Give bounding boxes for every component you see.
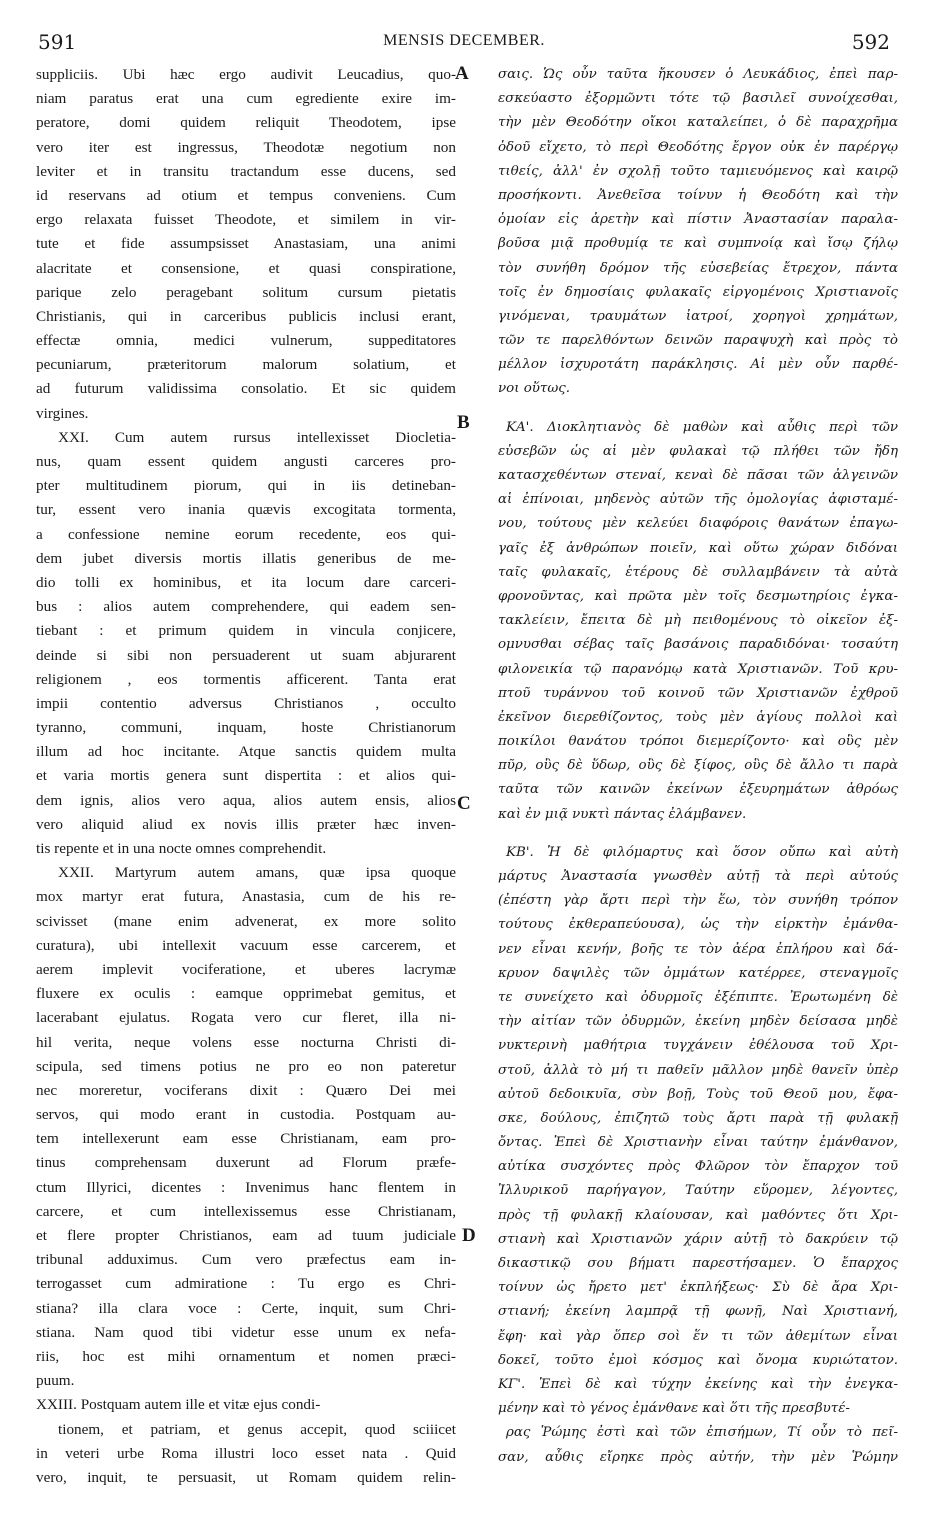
latin-text-line: terrogasset cum admiratione : Tu ergo es Chri-: [36, 1275, 456, 1293]
greek-text-line: τούτους ἐκθεραπεύουσα), ὡς τὴν εἱρκτὴν ἐμάνθα-: [498, 917, 898, 933]
latin-text-line: nec moreretur, vociferans dixit : Quæro Dei mei: [36, 1081, 456, 1099]
greek-text-line: εσκεύαστο ἐξορμῶντι τότε τῷ βασιλεῖ συνοίχεσθαι,: [498, 91, 898, 107]
latin-text-line: suppliciis. Ubi hæc ergo audivit Leucadius, quo-: [36, 66, 456, 83]
greek-text-line: αὐτοῦ δεδοικυῖα, σὺν βοῇ, Τοὺς τοῦ Θεοῦ μου, ἔφα-: [498, 1086, 898, 1102]
latin-text-line: vero iter est ingressus, Theodotæ negotium non: [36, 138, 456, 156]
latin-text-line: tis repente et in una nocte omnes comprehendit.: [36, 840, 327, 857]
latin-text-line: a confessione nemine eorum recedente, eos qui-: [36, 525, 456, 543]
latin-text-line: tinus comprehensam duxerunt ad Florum præfe-: [36, 1154, 456, 1172]
latin-text-line: nus, quam essent quidem angusti carceres pro-: [36, 453, 456, 470]
latin-text-line: hil verita, neque volens esse nocturna Christi di-: [36, 1033, 456, 1051]
greek-text-line: κατασχεθέντων στεναί, κεναὶ δὲ πᾶσαι τῶν ἀλγεινῶν: [498, 468, 898, 483]
latin-text-line: alacritate et consensione, et quasi conspiratione,: [36, 259, 456, 277]
greek-text-line: ρας Ῥώμης ἐστὶ καὶ τῶν ἐπισήμων, Τί οὖν τὸ πεῖ-: [506, 1425, 898, 1441]
greek-text-line: αἱ ἐπίνοιαι, μηδενὸς αὐτῶν τῆς ὁμολογίας ἀφισταμέ-: [498, 492, 898, 508]
latin-text-line: XXII. Martyrum autem amans, quæ ipsa quoque: [58, 864, 456, 882]
running-header: [38, 30, 890, 58]
greek-text-line: καὶ ἐν μιᾷ νυκτὶ πάντας ἐλάμβανεν.: [498, 806, 747, 822]
greek-text-line: στιανὴ καὶ Χριστιανῶν χάριν αὐτῇ τὸ δακρύειν τῷ: [498, 1231, 898, 1247]
greek-text-line: ἔφη· καὶ γὰρ ὅπερ σοὶ ἕν τι τῶν ἀθεμίτων εἶναι: [498, 1328, 898, 1344]
latin-text-line: tur, essent vero inania quævis excogitata tormenta,: [36, 501, 456, 519]
latin-text-line: stiana. Nam quod tibi videtur esse unum ex nefa-: [36, 1323, 456, 1341]
running-title: MENSIS DECEMBER.: [383, 32, 545, 49]
greek-text-line: στιανή; ἐκείνη λαμπρᾷ τῇ φωνῇ, Ναὶ Χριστιανή,: [498, 1304, 898, 1320]
latin-text-line: dem jubet diversis mortis illatis generibus de me-: [36, 549, 456, 567]
greek-text-line: τῶν τε παρελθόντων δεινῶν παραψυχὴ καὶ πρὸς τὸ: [498, 333, 898, 349]
greek-text-line: τιθείς, ἀλλ' ἐν σχολῇ τοῦτο ταμιευόμενος καὶ καιρῷ: [498, 163, 898, 179]
greek-text-line: πῦρ, οὓς δὲ ὕδωρ, οὓς δὲ ξίφος, οὓς δὲ ἄλλο τι παρὰ: [498, 758, 898, 774]
greek-text-line: τὴν αἰτίαν τῶν ὀδυρμῶν, ἐκείνη μηδὲν δείσασα μηδὲ: [498, 1014, 898, 1030]
latin-text-line: puum.: [36, 1372, 75, 1390]
greek-text-line: δοκεῖ, τοῦτο ἐμοὶ κόσμος καὶ ὄνομα κυριώτατον.: [498, 1352, 898, 1368]
page-number-right: 592: [851, 30, 890, 54]
greek-text-line: τακλείειν, ἔπειτα δὲ μὴ πειθομένους τὸ οἰκεῖον ἐξ-: [498, 613, 898, 629]
greek-text-line: (ἐπέστη γὰρ ἄρτι περὶ τὴν ἕω, τὸν συνήθη τρόπον: [498, 893, 898, 909]
latin-text-line: carcere, et cum intellexissemus esse Christianam,: [36, 1202, 456, 1220]
greek-text-line: ταῦτα τῶν καινῶν ἐκείνων ἐξευρημάτων ἀθρόως: [498, 782, 898, 798]
greek-text-line: ομνυσθαι σέβας ταῖς βασάνοις παραδιδόναι· τοσαύτη: [498, 637, 898, 653]
latin-text-line: tem intellexerunt eam esse Christianam, eam pro-: [36, 1130, 456, 1148]
greek-text-line: μέλλον ἰσχυροτάτη παράκλησις. Αἱ μὲν οὖν παρθέ-: [498, 357, 898, 373]
greek-text-line: αὐτίκα συσχόντες πρὸς Φλῶρον τὸν ἔπαρχον τοῦ: [498, 1159, 898, 1175]
greek-text-line: εὐσεβῶν ὡς αἱ μὲν φυλακαὶ τῷ πλήθει τῶν ἤδη: [498, 443, 898, 459]
greek-text-line: νεν εἶναι κενήν, βοῆς τε τὸν ἀέρα ἐπλήρου καὶ δά-: [498, 941, 898, 957]
latin-text-line: peratore, domi quidem reliquit Theodotem, ipse: [36, 114, 456, 132]
greek-text-line: σαν, αὖθις εἴρηκε πρὸς αὐτήν, τὴν μὲν Ῥώμην: [498, 1449, 898, 1465]
greek-text-line: μάρτυς Ἀναστασία γνωσθὲν αὐτῇ τὰ περὶ αὐτούς: [498, 869, 898, 884]
greek-text-line: προσήκοντι. Ἀνεθεῖσα τοίνυν ἡ Θεοδότη καὶ τὴν: [498, 187, 898, 203]
greek-column: [498, 63, 898, 1470]
greek-text-line: βοῦσα μιᾷ προθυμίᾳ τε καὶ συμπνοίᾳ καὶ ἴσῳ ζήλῳ: [498, 236, 898, 252]
greek-text-line: ποικίλοι θανάτου τρόποι διεμερίζοντο· καὶ οὓς μὲν: [498, 734, 898, 750]
latin-text-line: curatura), ubi intellexit vacuum esse carcerem, et: [36, 936, 456, 954]
latin-text-line: bus : alios autem comprehendere, qui eadem sen-: [36, 598, 456, 616]
latin-text-line: religionem , eos tormentis afficerent. Tanta erat: [36, 670, 456, 688]
greek-text-line: ΚΑ'. Διοκλητιανὸς δὲ μαθὼν καὶ αὖθις περὶ τῶν: [506, 419, 898, 435]
greek-text-line: φρονοῦντας, καὶ πρῶτα μὲν τοῖς δεσμωτηρίοις ἐγκα-: [498, 588, 898, 604]
greek-text-line: τοῖς ἐν δημοσίαις φυλακαῖς εἰργομένοις Χριστιανοῖς: [498, 284, 898, 300]
latin-text-line: impii contentio adversus Christianos , occulto: [36, 694, 456, 712]
latin-text-line: tionem, et patriam, et genus accepit, quod sciiicet: [58, 1420, 456, 1438]
greek-text-line: Ἰλλυρικοῦ παρήγαγον, Ταύτην εὕρομεν, λέγοντες,: [498, 1183, 898, 1199]
latin-text-line: XXI. Cum autem rursus intellexisset Diocletia-: [58, 428, 456, 446]
greek-text-line: πρὸς τῇ φυλακῇ κλαίουσαν, καὶ μαθόντες ὅτι Χρι-: [498, 1207, 898, 1223]
greek-text-line: πτοῦ τυράννου τοῦ κοινοῦ τῶν Χριστιανῶν ἐχθροῦ: [498, 685, 898, 701]
section-marker-a: A: [455, 63, 469, 84]
latin-text-line: dio tolli ex hominibus, et ita locum dare carceri-: [36, 573, 456, 591]
section-marker-d: D: [462, 1225, 476, 1246]
latin-text-line: parique zelo peragebant solitum cursum pietatis: [36, 283, 456, 301]
latin-text-line: niam paratus erat una cum egrediente exire im-: [36, 90, 456, 108]
greek-text-line: σαις. Ὡς οὖν ταῦτα ἤκουσεν ὁ Λευκάδιος, ἐπεὶ παρ-: [498, 67, 898, 82]
greek-text-line: τοίνυν ὡς ἤρετο μετ' ἐκπλήξεως· Σὺ δὲ ἄρα Χρι-: [498, 1280, 898, 1296]
greek-text-line: στοῦ, ἀλλὰ τὸ μή τι παθεῖν μᾶλλον μηδὲ θανεῖν ὑπὲρ: [498, 1062, 898, 1078]
latin-text-line: tyranno, communi, inquam, hoste Christianorum: [36, 719, 456, 737]
latin-text-line: XXIII. Postquam autem ille et vitæ ejus condi-: [36, 1396, 321, 1414]
latin-text-line: tiebant : et primum quidem in vincula conjicere,: [36, 622, 456, 640]
latin-text-line: effectæ omnia, medici vulnerum, suppeditatores: [36, 332, 456, 350]
latin-text-line: pter multitudinem piorum, qui in iis detineban-: [36, 477, 456, 495]
latin-text-line: riis, hoc est mihi ornamentum et nomen præci-: [36, 1347, 456, 1365]
greek-text-line: γαῖς ἐξ ἀνθρώπων ποιεῖν, καὶ οὕτω χώραν διδόναι: [498, 540, 898, 556]
greek-text-line: [498, 827, 898, 841]
greek-text-line: τὴν μὲν Θεοδότην οἴκοι καταλείπει, ὁ δὲ παραχρῆμα: [498, 115, 898, 131]
greek-text-line: ὁμοίαν εἰς ἀρετὴν καὶ πίστιν Ἀναστασίαν παραλα-: [498, 212, 898, 228]
greek-text-line: ὄντας. Ἐπεὶ δὲ Χριστιανὴν εἶναι ταύτην ἐμάνθανον,: [498, 1135, 898, 1151]
latin-text-line: id reservans ad otium et tempus conveniens. Cum: [36, 186, 456, 204]
greek-text-line: νοι οὕτως.: [498, 381, 570, 397]
greek-text-line: μένην καὶ τὸ γένος ἐμάνθανε καὶ ὅτι τῆς πρεσβυτέ-: [498, 1401, 850, 1417]
latin-text-line: illum ad hoc incitante. Atque sanctis quidem multa: [36, 743, 456, 761]
latin-text-line: ad futurum validissima consolatio. Et sic quidem: [36, 380, 456, 398]
greek-text-line: [498, 402, 898, 416]
section-marker-b: B: [457, 412, 470, 433]
latin-column: [36, 63, 456, 1490]
latin-text-line: vero aliquid aliud ex novis illis præter hæc inven-: [36, 815, 456, 833]
latin-text-line: vero, inquit, te persuasit, ut Romam quidem relin-: [36, 1468, 456, 1486]
greek-text-line: κρυον δαψιλὲς τῶν ὀμμάτων κατέρρεε, στεναγμοῖς: [498, 965, 898, 981]
latin-text-line: stiana? illa clara voce : Certe, inquit, sum Chri-: [36, 1299, 456, 1317]
latin-text-line: tute et fide assumpsisset Anastasiam, una animi: [36, 235, 456, 253]
greek-text-line: γινόμεναι, τραυμάτων ἰατροί, χορηγοὶ χρημάτων,: [498, 308, 898, 324]
greek-text-line: σκε, δούλους, ἐπιζητῶ τοὺς ἄρτι παρὰ τῇ φυλακῇ: [498, 1110, 898, 1126]
latin-text-line: in veteri urbe Roma illustri loco esset nata . Quid: [36, 1444, 456, 1462]
latin-text-line: scivisset (mane enim advenerat, ex more solito: [36, 912, 456, 930]
greek-text-line: ἐκεῖνον διερεθίζοντος, τοὺς μὲν ἁγίους πολλοὶ καὶ: [498, 709, 898, 725]
latin-text-line: ergo relaxata fuisset Theodote, et similem in vir-: [36, 211, 456, 229]
section-marker-c: C: [457, 793, 471, 814]
latin-text-line: scipula, sed timens potius ne pro eo non pateretur: [36, 1057, 456, 1075]
greek-text-line: ΚΒ'. Ἡ δὲ φιλόμαρτυς καὶ ὅσον οὔπω καὶ αὐτὴ: [506, 844, 898, 860]
latin-text-line: pecuniarum, præteritorum malorum solatium, et: [36, 356, 456, 374]
latin-text-line: mox martyr erat futura, Anastasia, cum de his re-: [36, 888, 456, 906]
greek-text-line: δικαστικῷ σου βήματι παρεστήσαμεν. Ὁ ἔπαρχος: [498, 1256, 898, 1271]
greek-text-line: νου, τούτους μὲν κελεύει διαφόροις θανάτων ἐπαγω-: [498, 516, 898, 532]
latin-text-line: fluxere ex oculis : eamque opprimebat gemitus, et: [36, 985, 456, 1003]
greek-text-line: φιλονεικία τῷ παρανόμῳ κατὰ Χριστιανῶν. Τοῦ κρυ-: [498, 661, 898, 677]
latin-text-line: Christianis, qui in carceribus publicis inclusi erant,: [36, 307, 456, 325]
latin-text-line: aerem implevit vociferatione, et uberes lacrymæ: [36, 960, 456, 978]
latin-text-line: leviter et in transitu tractandum esse ducens, sed: [36, 162, 456, 180]
greek-text-line: ὁδοῦ εἴχετο, τὸ περὶ Θεοδότης ἔργον οὐκ ἐν παρέργῳ: [498, 139, 898, 155]
latin-text-line: dem ignis, alios vero aqua, alios autem ensis, alios: [36, 791, 456, 809]
latin-text-line: virgines.: [36, 404, 89, 422]
page-number-left: 591: [38, 30, 77, 54]
greek-text-line: τε συνείχετο καὶ ὀδυρμοῖς ἐξέπιπτε. Ἐρωτωμένη δὲ: [498, 989, 898, 1005]
latin-text-line: et flere propter Christianos, eam ad tuum judiciale: [36, 1227, 456, 1244]
greek-text-line: νυκτερινὴ μαθήτρια τυγχάνειν ἐθέλουσα τοῦ Χρι-: [498, 1038, 898, 1054]
greek-text-line: ταῖς φυλακαῖς, ἑτέρους δὲ συλλαμβάνειν τὰ αὐτὰ: [498, 564, 898, 580]
greek-text-line: τὸν συνήθη δρόμον τῆς εὐσεβείας ἔτρεχον, πάντα: [498, 260, 898, 276]
latin-text-line: et varia mortis genera sunt dispertita : et alios qui-: [36, 767, 456, 785]
latin-text-line: tribunal adduximus. Cum vero præfectus eam in-: [36, 1251, 456, 1269]
greek-text-line: ΚΓ'. Ἐπεὶ δὲ καὶ τύχην ἐκείνης καὶ τὴν ἐνεγκα-: [498, 1376, 898, 1392]
latin-text-line: ctum Illyrici, dicentes : Invenimus hanc flentem in: [36, 1178, 456, 1196]
latin-text-line: deinde si sibi non persuaderent ut suam abjurarent: [36, 646, 456, 664]
latin-text-line: servos, qui modo erant in custodia. Postquam au-: [36, 1106, 456, 1124]
latin-text-line: lacerabant ejulatus. Rogata vero cur fleret, illa ni-: [36, 1009, 456, 1027]
